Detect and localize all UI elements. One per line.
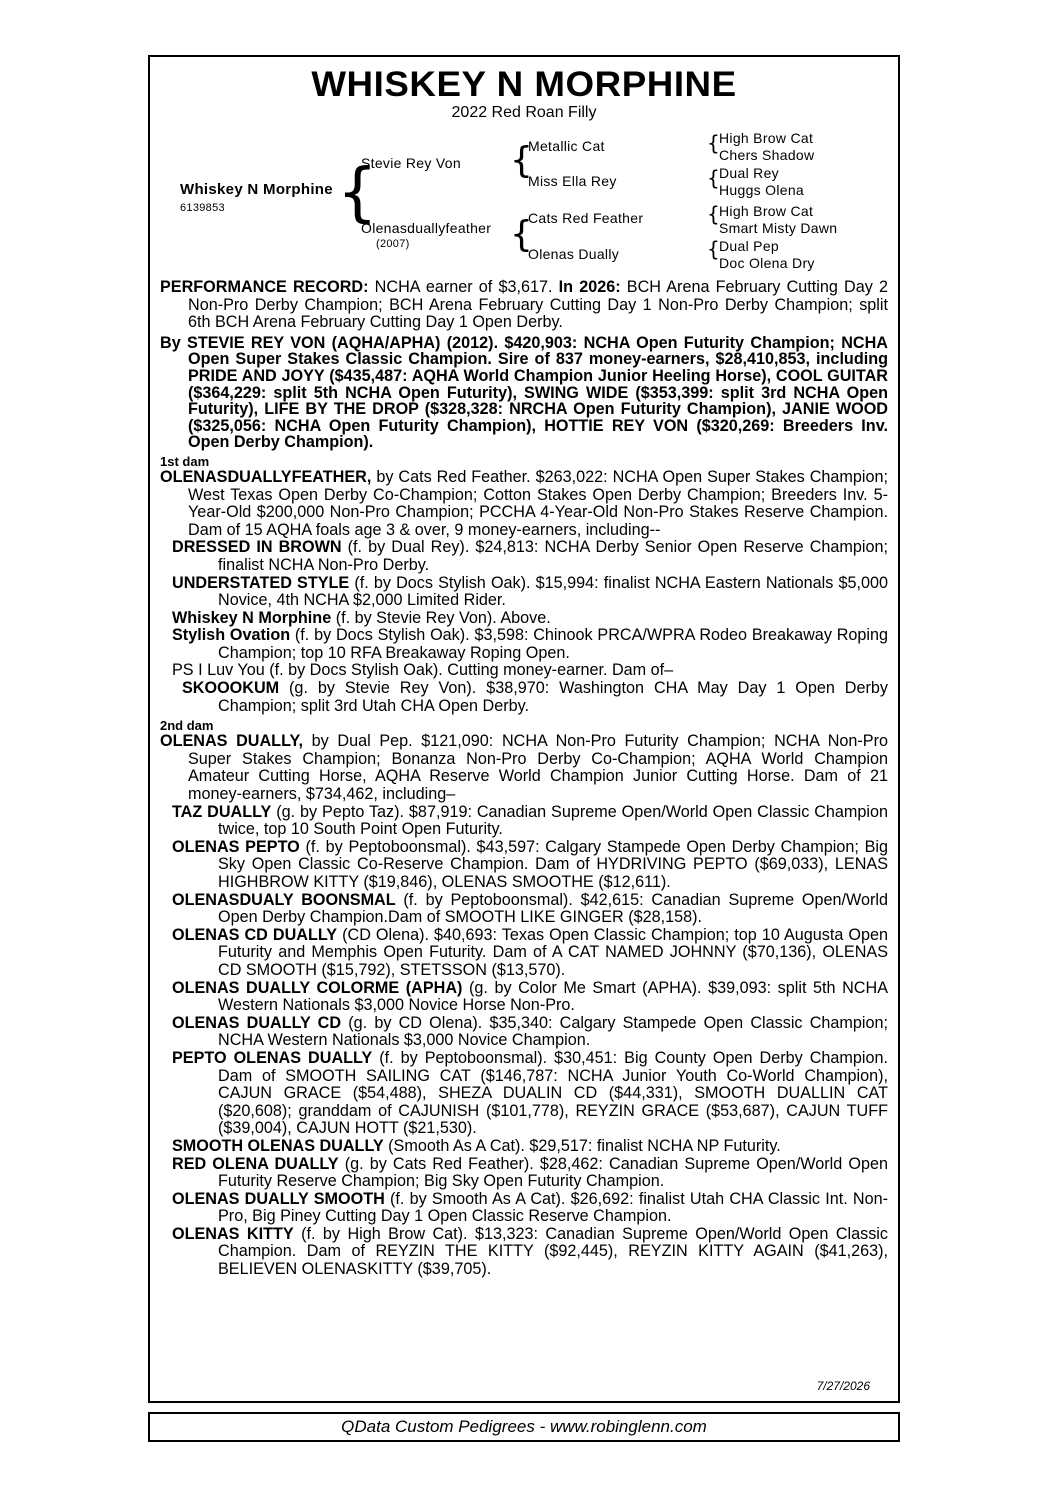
first-dam-foal-name: DRESSED IN BROWN	[172, 538, 342, 557]
brace-g78: {	[707, 237, 720, 261]
brace-g56: {	[707, 202, 720, 226]
performance-record	[160, 279, 888, 332]
second-dam-foal-entry	[160, 1050, 888, 1138]
first-dam-foal-name: SKOOOKUM	[182, 679, 280, 698]
second-dam-foal-name: OLENAS KITTY	[172, 1224, 294, 1243]
ancestor-4: Huggs Olena	[719, 182, 805, 198]
sire-sire: Metallic Cat	[528, 138, 605, 154]
second-dam-foal-entry	[160, 839, 888, 892]
second-dam-paragraph	[160, 733, 888, 803]
first-dam-foal-name: UNDERSTATED STYLE	[172, 573, 350, 592]
second-dam-foal-text: (g. by Color Me Smart (APHA). $39,093: split 5th NCHA Western Nationals $3,000 Novice Horse Non-Pro.	[218, 978, 888, 1015]
first-dam-foal-entry	[160, 610, 888, 628]
dam-year: (2007)	[376, 238, 410, 250]
first-dam-foal-name: Stylish Ovation	[172, 626, 291, 645]
second-dam-text: by Dual Pep. $121,090: NCHA Non-Pro Futurity Champion; NCHA Non-Pro Super Stakes Champion; Bonanza Non-Pro Derby Co-Champion; AQHA World Champion Amateur Cutting Horse, AQHA Reserve World Champion Junior Cutting Horse. Dam of 21 money-earners, $734,462, including–	[188, 732, 888, 804]
second-dam-foal-text: (g. by Cats Red Feather). $28,462: Canadian Supreme Open/World Open Futurity Reserve Champion; Big Sky Open Futurity Champion.	[218, 1154, 888, 1191]
second-dam-foal-entry	[160, 1191, 888, 1226]
ancestor-5: High Brow Cat	[719, 203, 814, 219]
first-dam-foal-entry	[160, 680, 888, 715]
first-dam-foal-text: (g. by Stevie Rey Von). $38,970: Washington CHA May Day 1 Open Derby Champion; split 3rd Utah CHA Open Derby.	[218, 679, 888, 715]
first-dam-paragraph	[160, 469, 888, 539]
first-dam-foal-entry	[160, 575, 888, 610]
first-dam-foal-name: Whiskey N Morphine	[172, 608, 332, 627]
ancestor-8: Doc Olena Dry	[719, 255, 815, 271]
pedigree-page	[148, 55, 900, 1403]
second-dam-foal-text: (f. by Smooth As A Cat). $26,692: finalist Utah CHA Classic Int. Non-Pro, Big Piney Cutting Day 1 Open Classic Reserve Champion.	[218, 1189, 888, 1226]
second-dam-foal-name: OLENAS DUALLY CD	[172, 1013, 342, 1032]
second-dam-foal-text: (CD Olena). $40,693: Texas Open Classic Champion; top 10 Augusta Open Futurity and Memphis Open Futurity. Dam of A CAT NAMED JOHNNY ($70,136), OLENAS CD SMOOTH ($15,792), STETSSON ($13,570).	[218, 925, 889, 979]
first-dam-name: OLENASDUALLYFEATHER,	[160, 467, 372, 486]
ancestor-1: High Brow Cat	[719, 130, 814, 146]
second-dam-foal-entry	[160, 1156, 888, 1191]
first-dam-foal-entry	[160, 539, 888, 574]
second-dam-foal-text: (f. by Peptoboonsmal). $42,615: Canadian Supreme Open/World Open Derby Champion.Dam of SMOOTH LIKE GINGER ($28,158).	[218, 890, 888, 927]
first-dam-text: by Cats Red Feather. $263,022: NCHA Open Super Stakes Champion; West Texas Open Derby Co-Champion; Cotton Stakes Open Derby Champion; Breeders Inv. 5-Year-Old $200,000 Non-Pro Champion; PCCHA 4-Year-Old Non-Pro Stakes Reserve Champion. Dam of 15 AQHA foals age 3 & over, 9 money-earners, including--	[188, 467, 888, 539]
first-dam-foal-text: (f. by Docs Stylish Oak). $3,598: Chinook PRCA/WPRA Rodeo Breakaway Roping Champion; top 10 RFA Breakaway Roping Open.	[218, 626, 888, 662]
reg-number: 6139853	[180, 202, 225, 214]
brace-g12: {	[707, 131, 720, 155]
second-dam-foal-name: TAZ DUALLY	[172, 802, 272, 821]
second-dam-foal-entry	[160, 1015, 888, 1050]
second-dam-foal-entry	[160, 980, 888, 1015]
second-dam-foal-entry	[160, 892, 888, 927]
sire-name: Stevie Rey Von	[361, 155, 461, 171]
second-dam-name: OLENAS DUALLY,	[160, 732, 303, 751]
second-dam-foal-text: (f. by Peptoboonsmal). $43,597: Calgary Stampede Open Derby Champion; Big Sky Open Classic Co-Reserve Champion. Dam of HYDRIVING PEPTO ($69,033), LENAS HIGHBROW KITTY ($19,846), OLENAS SMOOTHE ($12,611).	[218, 837, 888, 891]
ancestor-2: Chers Shadow	[719, 147, 815, 163]
brace-dam: {	[510, 214, 533, 255]
pedigree-body	[160, 279, 888, 1279]
page-subtitle: 2022 Red Roan Filly	[451, 104, 597, 121]
ancestor-7: Dual Pep	[719, 238, 779, 254]
first-dam-foal-text: PS I Luv You (f. by Docs Stylish Oak). Cutting money-earner. Dam of–	[172, 661, 674, 680]
first-dam-foal-entry	[160, 627, 888, 662]
brace-main: {	[337, 156, 378, 230]
first-dam-foal-entry	[160, 662, 888, 680]
second-dam-foal-name: OLENASDUALY BOONSMAL	[172, 890, 396, 909]
second-dam-foal-entry	[160, 927, 888, 980]
second-dam-foal-text: (f. by High Brow Cat). $13,323: Canadian Supreme Open/World Open Classic Champion. Dam of REYZIN THE KITTY ($92,445), REYZIN KITTY AGAIN ($41,263), BELIEVEN OLENASKITTY ($39,705).	[218, 1224, 888, 1279]
second-dam-foal-entry	[160, 804, 888, 839]
performance-year: In 2026:	[558, 278, 621, 296]
second-dam-foals	[160, 804, 888, 1279]
second-dam-foal-text: (f. by Peptoboonsmal). $30,451: Big County Open Derby Champion. Dam of SMOOTH SAILING CAT ($146,787: NCHA Junior Youth Co-World Champion), CAJUN GRACE ($54,488), SHEZA DUALIN CD ($44,331), SMOOTH DUALLIN CAT ($20,608); granddam of CAJUNISH ($101,778), REYZIN GRACE ($53,687), CAJUN TUFF ($39,004), CAJUN HOTT ($21,530).	[218, 1048, 888, 1138]
second-dam-foal-text: (g. by CD Olena). $35,340: Calgary Stampede Open Classic Champion; NCHA Western Nationals $3,000 Novice Champion.	[218, 1013, 888, 1050]
dam-sire: Cats Red Feather	[528, 210, 644, 226]
performance-text-2: BCH Arena February Cutting Day 2 Non-Pro Derby Champion; BCH Arena February Cutting Day 1 Non-Pro Derby Champion; split 6th BCH Arena February Cutting Day 1 Open Derby.	[188, 278, 888, 332]
brace-g34: {	[707, 166, 720, 190]
performance-text-1: NCHA earner of $3,617.	[368, 278, 559, 296]
second-dam-foal-entry	[160, 1138, 888, 1156]
dam-dam: Olenas Dually	[528, 246, 620, 262]
print-date: 7/27/2026	[816, 1379, 870, 1393]
second-dam-foal-name: OLENAS DUALLY SMOOTH	[172, 1189, 385, 1208]
second-dam-foal-name: OLENAS CD DUALLY	[172, 925, 338, 944]
performance-label: PERFORMANCE RECORD:	[160, 278, 369, 296]
first-dam-foals	[160, 539, 888, 715]
sire-dam: Miss Ella Rey	[528, 173, 617, 189]
second-dam-foal-name: SMOOTH OLENAS DUALLY	[172, 1136, 384, 1155]
page-title: WHISKEY N MORPHINE	[311, 65, 737, 104]
second-dam-foal-entry	[160, 1226, 888, 1279]
second-dam-foal-name: OLENAS PEPTO	[172, 837, 300, 856]
subject-horse: Whiskey N Morphine	[180, 181, 333, 198]
first-dam-label: 1st dam	[160, 453, 210, 469]
sire-paragraph: By STEVIE REY VON (AQHA/APHA) (2012). $420,903: NCHA Open Futurity Champion; NCHA Open Super Stakes Classic Champion. Sire of 837 money-earners, $28,410,853, including PRIDE AND JOYY ($435,487: AQHA World Champion Junior Heeling Horse), COOL GUITAR ($364,229: split 5th NCHA Open Futurity), SWING WIDE ($353,399: split 3rd NCHA Open Futurity), LIFE BY THE DROP ($328,328: NRCHA Open Futurity Champion), JANIE WOOD ($325,056: NCHA Open Futurity Champion), HOTTIE REY VON ($320,269: Breeders Inv. Open Derby Champion).	[160, 333, 888, 452]
first-dam-foal-text: (f. by Docs Stylish Oak). $15,994: finalist NCHA Eastern Nationals $5,000 Novice, 4th NCHA $2,000 Limited Rider.	[218, 573, 888, 610]
second-dam-foal-name: RED OLENA DUALLY	[172, 1154, 339, 1173]
second-dam-foal-name: PEPTO OLENAS DUALLY	[172, 1048, 373, 1067]
dam-name: Olenasduallyfeather	[361, 220, 492, 236]
ancestor-3: Dual Rey	[719, 165, 779, 181]
second-dam-foal-text: (g. by Pepto Taz). $87,919: Canadian Supreme Open/World Open Classic Champion twice, top 10 South Point Open Futurity.	[218, 802, 888, 839]
first-dam-foal-text: (f. by Dual Rey). $24,813: NCHA Derby Senior Open Reserve Champion; finalist NCHA Non-Pro Derby.	[218, 538, 888, 574]
ancestor-6: Smart Misty Dawn	[719, 220, 838, 236]
second-dam-label: 2nd dam	[160, 718, 214, 734]
second-dam-foal-name: OLENAS DUALLY COLORME (APHA)	[172, 978, 463, 997]
second-dam-foal-text: (Smooth As A Cat). $29,517: finalist NCHA NP Futurity.	[383, 1136, 781, 1155]
first-dam-foal-text: (f. by Stevie Rey Von). Above.	[331, 608, 551, 627]
brace-sire: {	[510, 140, 533, 181]
footer: QData Custom Pedigrees - www.robinglenn.com	[148, 1412, 900, 1442]
